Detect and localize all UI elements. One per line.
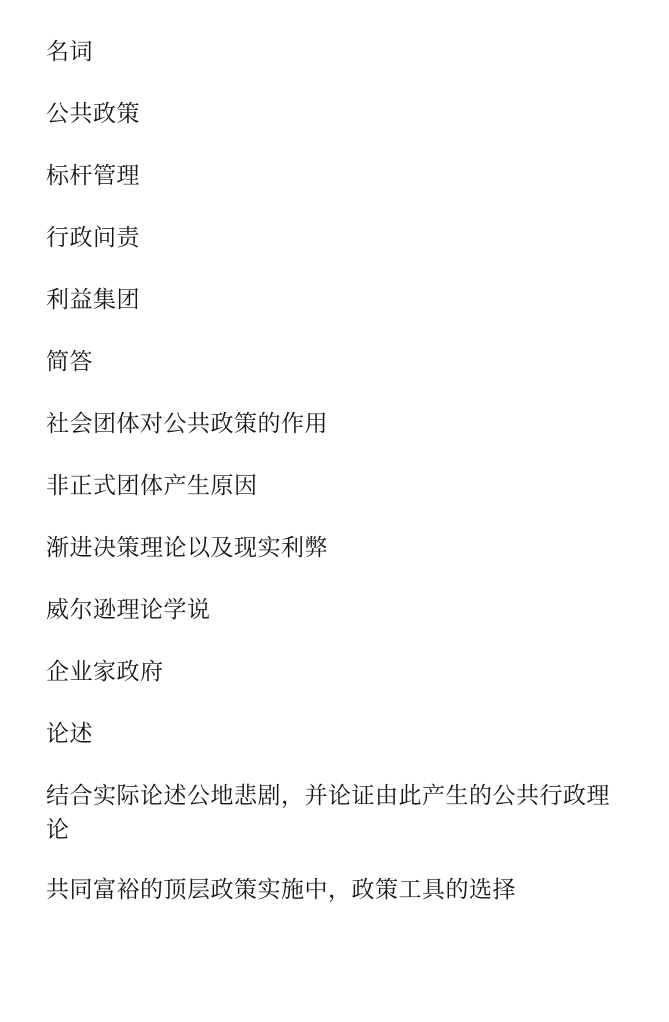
document-line: 利益集团 [46,286,140,312]
document-line: 行政问责 [46,224,140,250]
document-line: 企业家政府 [46,658,164,684]
document-line: 结合实际论述公地悲剧，并论证由此产生的公共行政理论 [46,782,610,842]
document-line: 社会团体对公共政策的作用 [46,410,328,436]
document-line: 渐进决策理论以及现实利弊 [46,534,328,560]
document-line: 共同富裕的顶层政策实施中，政策工具的选择 [46,876,516,902]
document-line: 简答 [46,348,93,374]
document-line: 威尔逊理论学说 [46,596,211,622]
document-line: 非正式团体产生原因 [46,472,258,498]
document-line: 论述 [46,720,93,746]
document-line: 名词 [46,38,93,64]
document-line: 公共政策 [46,100,140,126]
document-line: 标杆管理 [46,162,140,188]
